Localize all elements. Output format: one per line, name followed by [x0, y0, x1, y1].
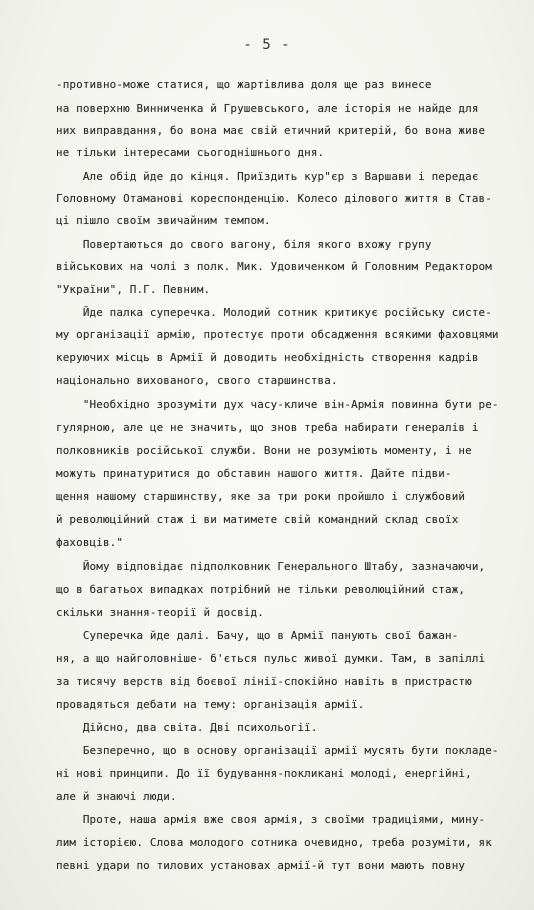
text-line: можуть принатуритися до обставин нашого життя. Дайте підви- — [56, 467, 452, 480]
text-line: Але обід йде до кінця. Приїздить кур"єр з Варшави і передає — [56, 170, 479, 183]
text-line: ня, а що найголовніше- б'ється пульс живої думки. Там, в запіллі — [56, 652, 486, 665]
text-line: на поверхню Винниченка й Грушевського, але історія не найде для — [56, 102, 479, 115]
text-line: що в багатьох випадках потрібний не тільки революційний стаж, — [56, 583, 466, 596]
text-line: за тисячу верств від боєвої лінії-спокійно навіть в пристрастю — [56, 675, 472, 688]
text-line: Повертаються до свого вагону, біля якого вхожу групу — [56, 238, 432, 251]
text-line: полковників російської служби. Вони не розуміють моменту, і не — [56, 444, 472, 457]
text-line: національно вихованого, свого старшинства. — [56, 374, 338, 387]
page-number: - 5 - — [243, 37, 291, 53]
text-line: них виправдання, бо вона має свій етичний критерій, бо вона живе — [56, 124, 486, 137]
text-line: "України", П.Г. Певним. — [56, 283, 211, 296]
text-line: Йому відповідає підполковник Генерального Штабу, зазначаючи, — [56, 560, 486, 573]
text-line: -противно-може статися, що жартівлива доля ще раз винесе — [56, 78, 432, 91]
text-line: Дійсно, два світа. Дві психольогії. — [56, 721, 318, 734]
text-line: Безперечно, що в основу організації армії мусять бути покладе- — [56, 744, 499, 757]
text-line: Суперечка йде далі. Бачу, що в Армії панують свої бажан- — [56, 629, 459, 642]
text-line: лим історією. Слова молодого сотника очевидно, треба розуміти, як — [56, 836, 492, 849]
text-line: ці пішло своїм звичайним темпом. — [56, 214, 271, 227]
text-line: скільки знання-теорії й досвід. — [56, 606, 264, 619]
text-line: провадяться дебати на тему: організація армії. — [56, 698, 365, 711]
text-line: але й знаючі люди. — [56, 790, 177, 803]
text-line: Йде палка суперечка. Молодий сотник критикує російську систе- — [56, 306, 492, 319]
text-line: фаховців." — [56, 536, 124, 549]
text-line: певні удари по тилових установах армії-й тут вони мають повну — [56, 859, 466, 872]
text-line: гулярною, але це не значить, що знов треба набирати генералів і — [56, 421, 479, 434]
text-line: військових на чолі з полк. Мик. Удовиченком й Головним Редактором — [56, 260, 492, 273]
text-line: Проте, наша армія вже своя армія, з своїми традиціями, мину- — [56, 813, 486, 826]
text-line: Головному Отаманові кореспонденцію. Колесо ділового життя в Став- — [56, 192, 492, 205]
text-line: керуючих місць в Армії й доводить необхідність створення кадрів — [56, 351, 479, 364]
text-line: й революційний стаж і ви матимете свій командний склад своїх — [56, 513, 459, 526]
text-line: му організації армію, протестує проти обсадження всякими фаховцями — [56, 328, 499, 341]
text-line: "Необхідно зрозуміти дух часу-кличе він-Армія повинна бути ре- — [56, 398, 499, 411]
text-line: не тільки інтересами сьогоднішнього дня. — [56, 146, 325, 159]
text-line: щення нашому старшинству, яке за три роки пройшло і службовий — [56, 490, 466, 503]
text-line: ні нові принципи. До її будування-покликані молоді, енергійні, — [56, 767, 472, 780]
